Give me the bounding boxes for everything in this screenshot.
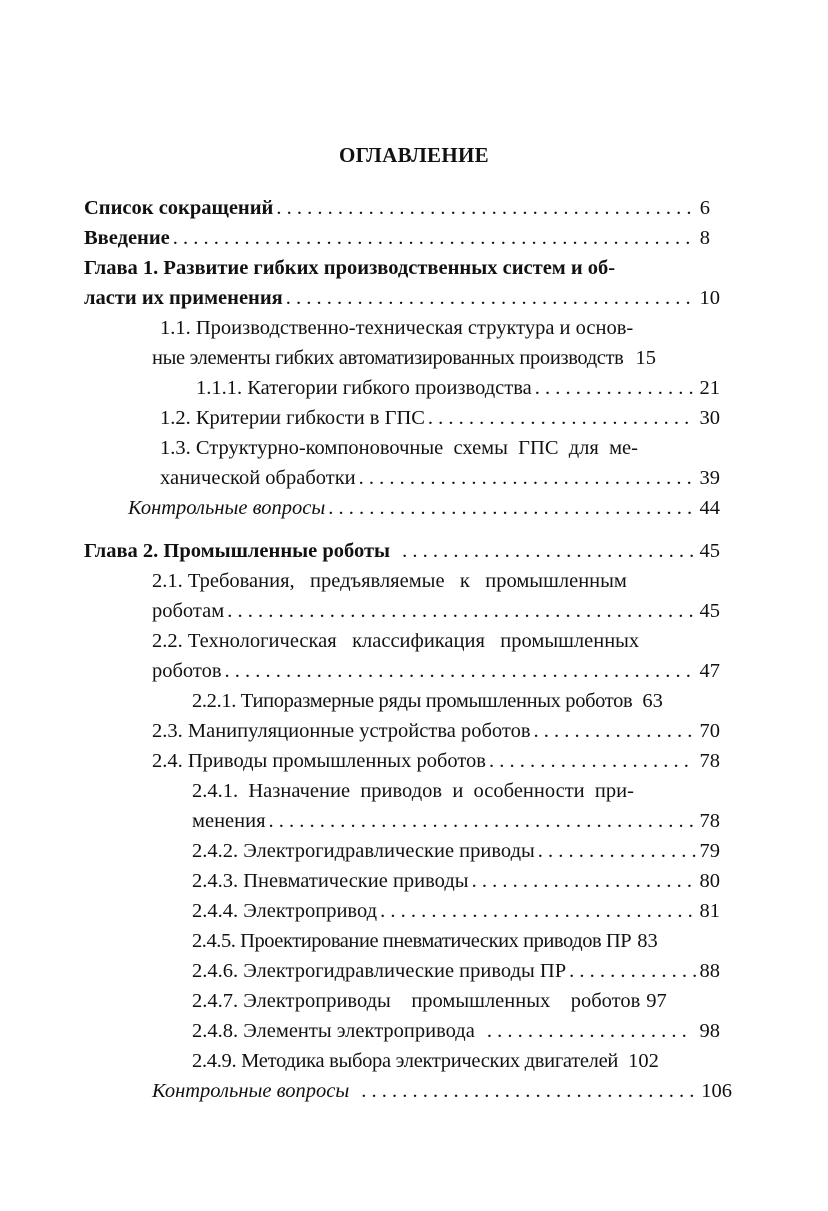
toc-entry-label: ханической обработки — [160, 467, 356, 489]
toc-page-number: 45 — [699, 540, 720, 562]
toc-page-number: 10 — [699, 287, 720, 309]
toc-leader — [225, 656, 693, 686]
toc-entry-review-questions-2[interactable] — [152, 1076, 732, 1106]
toc-leader — [534, 716, 693, 746]
toc-entry-2-4-4[interactable] — [192, 896, 720, 926]
toc-leader — [227, 596, 696, 626]
page-title: ОГЛАВЛЕНИЕ — [339, 143, 489, 167]
toc-page-number: 63 — [642, 690, 663, 712]
toc-entry-2-1-line1[interactable]: 2.1. Требования, предъявляемые к промышленным — [152, 570, 627, 592]
toc-entry-chapter-1-line1[interactable]: Глава 1. Развитие гибких производственных систем и об- — [84, 257, 616, 279]
toc-entry-2-2[interactable] — [152, 656, 720, 686]
toc-page-number: 80 — [699, 870, 720, 892]
toc-entry-2-4-1[interactable] — [192, 806, 720, 836]
toc-entry-2-3[interactable] — [152, 716, 720, 746]
toc-entry-label: Введение — [84, 227, 170, 249]
toc-entry-2-4-3[interactable] — [192, 866, 720, 896]
toc-entry-1-1-1[interactable] — [196, 373, 720, 403]
toc-entry-2-4-7[interactable] — [192, 986, 720, 1016]
toc-entry-review-questions-1[interactable] — [128, 493, 720, 523]
toc-entry-2-4[interactable] — [152, 746, 720, 776]
toc-entry-1-1-line1[interactable]: 1.1. Производственно-техническая структура и основ- — [160, 317, 634, 339]
toc-leader — [269, 806, 693, 836]
toc-leader — [286, 283, 697, 313]
toc-leader — [535, 373, 697, 403]
toc-entry-label: 2.4.6. Электрогидравлические приводы ПР — [192, 960, 567, 982]
toc-page-number: 39 — [699, 467, 720, 489]
toc-page-number: 98 — [699, 1020, 720, 1042]
toc-entry-abbreviations[interactable] — [84, 193, 710, 223]
toc-entry-label: 1.1.1. Категории гибкого производства — [196, 377, 532, 399]
toc-entry-2-2-1[interactable] — [192, 686, 720, 716]
toc-entry-label: 2.4. Приводы промышленных роботов — [152, 750, 486, 772]
toc-leader — [380, 896, 692, 926]
toc-entry-label: 2.4.9. Методика выбора электрических двигателей — [192, 1050, 619, 1072]
toc-leader — [359, 463, 697, 493]
toc-leader — [487, 1016, 693, 1046]
toc-leader — [328, 493, 696, 523]
toc-entry-2-4-9[interactable] — [192, 1046, 732, 1076]
toc-entry-label: Список сокращений — [84, 197, 274, 219]
toc-page-number: 88 — [699, 960, 720, 982]
toc-leader — [489, 746, 693, 776]
toc-page-number: 79 — [699, 840, 720, 862]
toc-leader — [538, 836, 697, 866]
toc-leader — [569, 956, 696, 986]
toc-page-number: 6 — [699, 197, 710, 219]
toc-entry-label: Глава 2. Промышленные роботы — [84, 540, 391, 562]
toc-entry-label: Контрольные вопросы — [152, 1080, 350, 1102]
toc-page-number: 45 — [699, 600, 720, 622]
toc-entry-1-2[interactable] — [160, 403, 720, 433]
toc-entry-label: 2.4.4. Электропривод — [192, 900, 378, 922]
toc-leader — [472, 866, 693, 896]
toc-entry-2-4-2[interactable] — [192, 836, 720, 866]
toc-entry-chapter-1[interactable] — [84, 283, 720, 313]
toc-leader — [402, 536, 692, 566]
toc-page-number: 8 — [699, 227, 710, 249]
toc-entry-label: Контрольные вопросы — [128, 497, 326, 519]
toc-entry-label: 2.3. Манипуляционные устройства роботов — [152, 720, 531, 742]
toc-page-number: 47 — [699, 660, 720, 682]
toc-entry-label: 2.4.7. Электроприводы промышленных роботов — [192, 990, 641, 1012]
toc-entry-label: роботам — [152, 600, 225, 622]
toc-entry-2-1[interactable] — [152, 596, 720, 626]
toc-page-number: 97 — [646, 990, 667, 1012]
toc-leader — [173, 223, 693, 253]
toc-entry-1-3-line1[interactable]: 1.3. Структурно-компоновочные схемы ГПС для ме- — [160, 437, 638, 459]
toc-page-number: 102 — [628, 1050, 659, 1072]
toc-entry-label: 2.4.5. Проектирование пневматических приводов ПР — [192, 930, 632, 952]
toc-entry-introduction[interactable] — [84, 223, 710, 253]
toc-entry-1-3[interactable] — [160, 463, 720, 493]
toc-entry-chapter-2[interactable] — [84, 536, 720, 566]
toc-entry-label: менения — [192, 810, 266, 832]
toc-page-number: 78 — [699, 750, 720, 772]
toc-entry-2-2-line1[interactable]: 2.2. Технологическая классификация промышленных — [152, 630, 640, 652]
toc-entry-2-4-6[interactable] — [192, 956, 720, 986]
toc-entry-1-1[interactable] — [152, 343, 720, 373]
toc-page-number: 44 — [699, 497, 720, 519]
toc-entry-label: 2.4.2. Электрогидравлические приводы — [192, 840, 535, 862]
toc-entry-label: 2.4.3. Пневматические приводы — [192, 870, 469, 892]
toc-entry-label: 2.4.8. Элементы электропривода — [192, 1020, 475, 1042]
toc-page-number: 106 — [701, 1080, 732, 1102]
toc-entry-2-4-8[interactable] — [192, 1016, 720, 1046]
toc-leader — [276, 193, 696, 223]
toc-entry-2-4-5[interactable] — [192, 926, 720, 956]
toc-entry-label: ласти их применения — [84, 287, 283, 309]
toc-page-number: 81 — [699, 900, 720, 922]
toc-leader — [361, 1076, 694, 1106]
toc-page-number: 83 — [637, 930, 658, 952]
toc-page-number: 30 — [699, 407, 720, 429]
toc-entry-label: роботов — [152, 660, 222, 682]
toc-page-number: 21 — [699, 377, 720, 399]
toc-page-number: 15 — [635, 347, 656, 369]
toc-page-number: 70 — [699, 720, 720, 742]
toc-entry-label: 2.2.1. Типоразмерные ряды промышленных роботов — [192, 690, 633, 712]
toc-entry-2-4-1-line1[interactable]: 2.4.1. Назначение приводов и особенности при- — [192, 780, 634, 802]
toc-page-number: 78 — [699, 810, 720, 832]
toc-entry-label: ные элементы гибких автоматизированных производств — [152, 347, 624, 369]
toc-entry-label: 1.2. Критерии гибкости в ГПС — [160, 407, 425, 429]
toc-leader — [428, 403, 693, 433]
